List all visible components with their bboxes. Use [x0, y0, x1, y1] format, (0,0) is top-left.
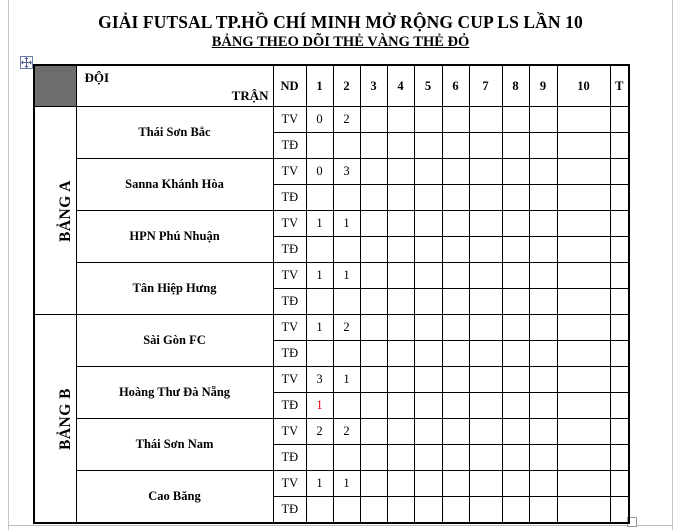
yellow-card-cell[interactable]: 2	[333, 419, 360, 445]
red-card-cell[interactable]	[387, 341, 414, 367]
match-1-header: 1	[306, 65, 333, 107]
red-card-cell[interactable]	[333, 393, 360, 419]
match-header-label: TRẬN	[231, 88, 269, 103]
red-card-cell[interactable]	[414, 497, 442, 524]
team-name: Thái Sơn Bắc	[76, 107, 273, 159]
red-card-cell[interactable]	[502, 341, 529, 367]
yellow-card-cell[interactable]	[387, 159, 414, 185]
red-card-cell[interactable]	[306, 445, 333, 471]
yellow-card-cell[interactable]	[414, 159, 442, 185]
yellow-card-cell[interactable]	[360, 159, 387, 185]
yellow-card-cell[interactable]	[387, 107, 414, 133]
red-card-label: TĐ	[273, 289, 306, 315]
red-card-cell[interactable]	[502, 185, 529, 211]
group-label-cell	[34, 315, 76, 524]
yellow-card-label: TV	[273, 419, 306, 445]
red-card-cell[interactable]	[557, 185, 610, 211]
yellow-card-cell[interactable]	[387, 315, 414, 341]
red-card-cell[interactable]	[306, 289, 333, 315]
red-card-cell[interactable]	[333, 185, 360, 211]
team-name: HPN Phú Nhuận	[76, 211, 273, 263]
yellow-card-cell[interactable]	[502, 159, 529, 185]
red-card-cell[interactable]	[306, 237, 333, 263]
header-row	[34, 65, 629, 107]
total-cell[interactable]	[610, 341, 629, 367]
yellow-card-cell[interactable]: 3	[333, 159, 360, 185]
yellow-card-cell[interactable]	[529, 107, 557, 133]
yellow-card-cell[interactable]: 1	[306, 471, 333, 497]
yellow-card-label: TV	[273, 211, 306, 237]
total-cell[interactable]	[610, 159, 629, 185]
total-cell[interactable]	[610, 133, 629, 159]
yellow-card-label: TV	[273, 367, 306, 393]
red-card-cell[interactable]	[387, 289, 414, 315]
red-card-cell[interactable]	[469, 237, 502, 263]
yellow-card-cell[interactable]: 1	[333, 211, 360, 237]
total-cell[interactable]	[610, 471, 629, 497]
total-cell[interactable]	[610, 445, 629, 471]
total-cell[interactable]	[610, 497, 629, 524]
yellow-card-cell[interactable]	[557, 315, 610, 341]
yellow-card-cell[interactable]	[442, 367, 469, 393]
red-card-cell[interactable]	[387, 445, 414, 471]
yellow-card-cell[interactable]: 1	[306, 263, 333, 289]
yellow-card-cell[interactable]	[442, 471, 469, 497]
yellow-card-cell[interactable]	[442, 263, 469, 289]
yellow-card-cell[interactable]	[414, 315, 442, 341]
red-card-cell[interactable]	[360, 497, 387, 524]
table-move-handle-icon[interactable]	[20, 56, 33, 69]
red-card-cell[interactable]	[333, 133, 360, 159]
total-cell[interactable]	[610, 107, 629, 133]
red-card-cell[interactable]	[414, 341, 442, 367]
yellow-card-cell[interactable]	[529, 419, 557, 445]
red-card-cell[interactable]	[469, 289, 502, 315]
red-card-cell[interactable]	[502, 445, 529, 471]
red-card-cell[interactable]	[502, 497, 529, 524]
red-card-cell[interactable]	[502, 237, 529, 263]
red-card-cell[interactable]	[529, 445, 557, 471]
page-edge-left	[8, 0, 9, 530]
red-card-cell[interactable]	[442, 497, 469, 524]
yellow-card-cell[interactable]	[469, 159, 502, 185]
red-card-cell[interactable]	[557, 237, 610, 263]
red-card-cell[interactable]	[414, 133, 442, 159]
team-name: Tân Hiệp Hưng	[76, 263, 273, 315]
header-corner-cell	[34, 65, 76, 107]
red-card-label: TĐ	[273, 237, 306, 263]
red-card-cell[interactable]	[333, 445, 360, 471]
table-row	[34, 107, 629, 133]
red-card-cell[interactable]	[360, 185, 387, 211]
red-card-cell[interactable]	[387, 393, 414, 419]
team-name: Cao Băng	[76, 471, 273, 524]
yellow-card-cell[interactable]	[387, 211, 414, 237]
yellow-card-cell[interactable]: 0	[306, 107, 333, 133]
red-card-cell[interactable]	[333, 289, 360, 315]
red-card-cell[interactable]	[469, 133, 502, 159]
red-card-cell[interactable]	[529, 393, 557, 419]
red-card-label: TĐ	[273, 341, 306, 367]
yellow-card-cell[interactable]	[502, 107, 529, 133]
red-card-cell[interactable]	[360, 289, 387, 315]
yellow-card-cell[interactable]: 3	[306, 367, 333, 393]
team-name: Hoàng Thư Đà Nẵng	[76, 367, 273, 419]
red-card-cell[interactable]	[529, 289, 557, 315]
red-card-cell[interactable]	[469, 445, 502, 471]
yellow-card-cell[interactable]: 1	[333, 367, 360, 393]
nd-header: ND	[273, 65, 306, 107]
yellow-card-cell[interactable]	[442, 159, 469, 185]
red-card-cell[interactable]	[529, 237, 557, 263]
yellow-card-cell[interactable]	[529, 211, 557, 237]
yellow-card-cell[interactable]	[360, 367, 387, 393]
red-card-cell[interactable]	[442, 133, 469, 159]
yellow-card-cell[interactable]	[387, 419, 414, 445]
red-card-cell[interactable]	[360, 445, 387, 471]
red-card-cell[interactable]	[387, 237, 414, 263]
yellow-card-label: TV	[273, 315, 306, 341]
team-match-header-cell	[76, 65, 273, 107]
yellow-card-cell[interactable]	[387, 263, 414, 289]
yellow-card-cell[interactable]: 2	[306, 419, 333, 445]
yellow-card-cell[interactable]	[529, 471, 557, 497]
match-5-header: 5	[414, 65, 442, 107]
red-card-cell[interactable]	[333, 237, 360, 263]
yellow-card-cell[interactable]	[502, 315, 529, 341]
red-card-cell[interactable]	[306, 185, 333, 211]
yellow-card-cell[interactable]	[442, 211, 469, 237]
match-2-header: 2	[333, 65, 360, 107]
yellow-card-cell[interactable]	[557, 471, 610, 497]
total-cell[interactable]	[610, 367, 629, 393]
yellow-card-cell[interactable]	[529, 159, 557, 185]
total-cell[interactable]	[610, 315, 629, 341]
yellow-card-cell[interactable]	[469, 263, 502, 289]
yellow-card-cell[interactable]	[502, 263, 529, 289]
red-card-cell[interactable]	[557, 341, 610, 367]
yellow-card-cell[interactable]: 2	[333, 315, 360, 341]
red-card-cell[interactable]	[414, 393, 442, 419]
yellow-card-cell[interactable]	[469, 107, 502, 133]
match-7-header: 7	[469, 65, 502, 107]
red-card-cell[interactable]	[360, 133, 387, 159]
yellow-card-cell[interactable]	[557, 367, 610, 393]
yellow-card-cell[interactable]: 1	[306, 315, 333, 341]
red-card-cell[interactable]	[469, 185, 502, 211]
red-card-cell[interactable]	[414, 185, 442, 211]
red-card-cell[interactable]	[557, 133, 610, 159]
group-label: BẢNG A	[57, 179, 74, 242]
document-subtitle: BẢNG THEO DÕI THẺ VÀNG THẺ ĐỎ	[211, 34, 470, 50]
total-cell[interactable]	[610, 237, 629, 263]
yellow-card-cell[interactable]	[360, 107, 387, 133]
yellow-card-cell[interactable]	[414, 107, 442, 133]
yellow-card-cell[interactable]	[502, 419, 529, 445]
yellow-card-cell[interactable]	[360, 211, 387, 237]
yellow-card-cell[interactable]	[502, 471, 529, 497]
red-card-label: TĐ	[273, 445, 306, 471]
yellow-card-cell[interactable]: 1	[333, 471, 360, 497]
yellow-card-cell[interactable]	[387, 367, 414, 393]
red-card-label: TĐ	[273, 185, 306, 211]
yellow-card-cell[interactable]	[414, 367, 442, 393]
group-label-cell	[34, 107, 76, 315]
red-card-cell[interactable]	[529, 133, 557, 159]
page-bottom-line	[8, 525, 673, 526]
match-6-header: 6	[442, 65, 469, 107]
table-row	[34, 211, 629, 237]
yellow-card-cell[interactable]	[557, 107, 610, 133]
yellow-card-cell[interactable]: 1	[333, 263, 360, 289]
yellow-card-cell[interactable]: 0	[306, 159, 333, 185]
red-card-cell[interactable]	[557, 497, 610, 524]
yellow-card-cell[interactable]	[557, 263, 610, 289]
total-cell[interactable]	[610, 185, 629, 211]
total-header: T	[610, 65, 629, 107]
red-card-cell[interactable]	[387, 133, 414, 159]
yellow-card-cell[interactable]	[414, 211, 442, 237]
total-cell[interactable]	[610, 263, 629, 289]
yellow-card-label: TV	[273, 107, 306, 133]
yellow-card-cell[interactable]	[360, 263, 387, 289]
team-name: Thái Sơn Nam	[76, 419, 273, 471]
yellow-card-cell[interactable]	[414, 263, 442, 289]
red-card-cell[interactable]	[469, 497, 502, 524]
red-card-cell[interactable]	[502, 289, 529, 315]
red-card-cell[interactable]	[333, 497, 360, 524]
yellow-card-label: TV	[273, 263, 306, 289]
total-cell[interactable]	[610, 393, 629, 419]
yellow-card-cell[interactable]	[387, 471, 414, 497]
table-row	[34, 419, 629, 445]
team-name: Sài Gòn FC	[76, 315, 273, 367]
red-card-cell[interactable]	[502, 133, 529, 159]
match-3-header: 3	[360, 65, 387, 107]
yellow-card-cell[interactable]	[469, 367, 502, 393]
total-cell[interactable]	[610, 289, 629, 315]
red-card-cell[interactable]	[414, 237, 442, 263]
red-card-label: TĐ	[273, 133, 306, 159]
red-card-cell[interactable]	[306, 341, 333, 367]
red-card-cell[interactable]	[414, 445, 442, 471]
yellow-card-label: TV	[273, 471, 306, 497]
red-card-cell[interactable]	[557, 289, 610, 315]
red-card-cell[interactable]	[557, 393, 610, 419]
yellow-card-cell[interactable]	[529, 367, 557, 393]
red-card-cell[interactable]	[360, 393, 387, 419]
yellow-card-cell[interactable]	[442, 107, 469, 133]
document-title: GIẢI FUTSAL TP.HỒ CHÍ MINH MỞ RỘNG CUP LS LẦN 10	[98, 12, 583, 32]
group-label: BẢNG B	[57, 387, 74, 450]
yellow-card-cell[interactable]	[442, 419, 469, 445]
yellow-card-cell[interactable]: 2	[333, 107, 360, 133]
red-card-cell[interactable]	[529, 185, 557, 211]
red-card-cell[interactable]	[387, 185, 414, 211]
table-row	[34, 367, 629, 393]
yellow-card-cell[interactable]	[414, 471, 442, 497]
red-card-cell[interactable]	[442, 393, 469, 419]
yellow-card-cell[interactable]	[469, 211, 502, 237]
red-card-cell[interactable]	[442, 341, 469, 367]
yellow-card-cell[interactable]	[469, 315, 502, 341]
yellow-card-cell[interactable]	[469, 471, 502, 497]
red-card-cell[interactable]	[502, 393, 529, 419]
yellow-card-label: TV	[273, 159, 306, 185]
red-card-cell[interactable]	[469, 393, 502, 419]
red-card-cell[interactable]	[414, 289, 442, 315]
table-row	[34, 471, 629, 497]
yellow-card-cell[interactable]	[529, 315, 557, 341]
table-row	[34, 159, 629, 185]
yellow-card-cell[interactable]	[557, 211, 610, 237]
yellow-card-cell[interactable]	[469, 419, 502, 445]
yellow-card-cell[interactable]	[557, 419, 610, 445]
red-card-cell[interactable]	[442, 185, 469, 211]
red-card-cell[interactable]	[442, 237, 469, 263]
red-card-cell[interactable]	[360, 237, 387, 263]
red-card-label: TĐ	[273, 393, 306, 419]
match-8-header: 8	[502, 65, 529, 107]
red-card-cell[interactable]	[442, 289, 469, 315]
yellow-card-cell[interactable]	[442, 315, 469, 341]
red-card-cell[interactable]	[333, 341, 360, 367]
red-card-cell[interactable]	[306, 133, 333, 159]
red-card-cell[interactable]	[469, 341, 502, 367]
match-4-header: 4	[387, 65, 414, 107]
yellow-card-cell[interactable]	[360, 315, 387, 341]
red-card-cell[interactable]	[387, 497, 414, 524]
red-card-cell[interactable]	[529, 497, 557, 524]
match-10-header: 10	[557, 65, 610, 107]
yellow-card-cell[interactable]	[529, 263, 557, 289]
red-card-cell[interactable]	[306, 497, 333, 524]
red-card-cell[interactable]	[557, 445, 610, 471]
yellow-card-cell[interactable]	[360, 471, 387, 497]
yellow-card-cell[interactable]	[414, 419, 442, 445]
total-cell[interactable]	[610, 211, 629, 237]
match-9-header: 9	[529, 65, 557, 107]
total-cell[interactable]	[610, 419, 629, 445]
red-card-label: TĐ	[273, 497, 306, 524]
team-header-label: ĐỘI	[84, 70, 110, 85]
red-card-cell[interactable]: 1	[306, 393, 333, 419]
red-card-cell[interactable]	[442, 445, 469, 471]
red-card-cell[interactable]	[529, 341, 557, 367]
team-name: Sanna Khánh Hòa	[76, 159, 273, 211]
yellow-card-cell[interactable]: 1	[306, 211, 333, 237]
yellow-card-cell[interactable]	[502, 367, 529, 393]
red-card-cell[interactable]	[360, 341, 387, 367]
table-row	[34, 263, 629, 289]
card-tracking-table	[33, 64, 630, 524]
yellow-card-cell[interactable]	[360, 419, 387, 445]
page-edge-right	[672, 0, 673, 530]
yellow-card-cell[interactable]	[502, 211, 529, 237]
table-row	[34, 315, 629, 341]
yellow-card-cell[interactable]	[557, 159, 610, 185]
